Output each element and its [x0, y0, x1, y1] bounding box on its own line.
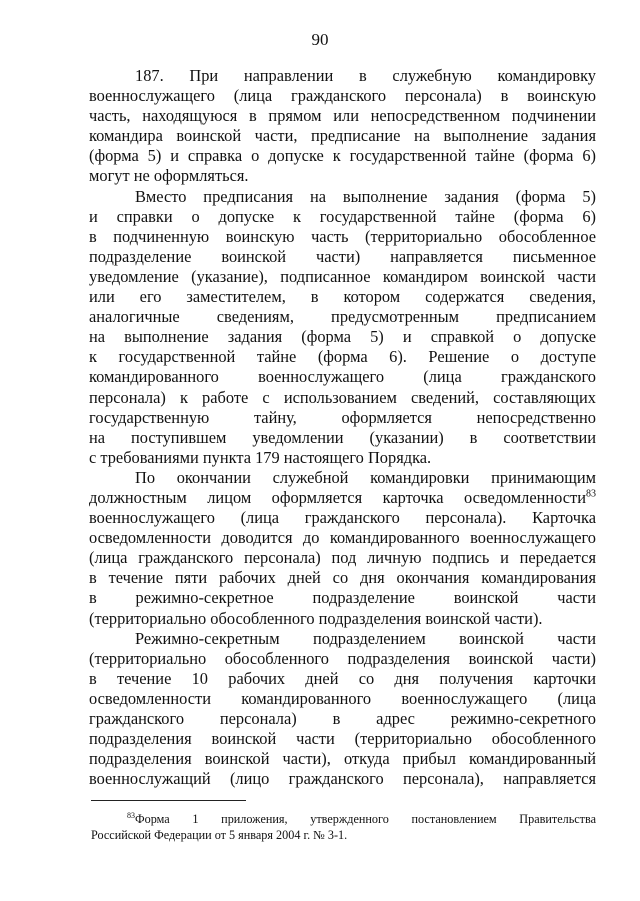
text-line: или его заместителем, в котором содержатся сведения,	[89, 287, 596, 307]
text-line: подразделение воинской части) направляется письменное	[89, 246, 596, 266]
text-line: в подчиненную воинскую часть (территориально обособленное	[89, 226, 596, 246]
paragraph-secret-unit	[89, 629, 596, 790]
text-line: По окончании служебной командировки принимающим	[135, 467, 596, 487]
text-line: на поступившем уведомлении (указании) в соответствии	[89, 427, 596, 447]
footnote-line	[91, 811, 596, 827]
text-line: Вместо предписания на выполнение задания (форма 5)	[135, 186, 596, 206]
text-line: военнослужащий (лицо гражданского персонала), направляется	[89, 769, 596, 789]
footnote	[91, 811, 596, 843]
footnote-marker: 83	[127, 810, 135, 820]
text-fragment: должностным лицом оформляется карточка осведомленности	[89, 487, 586, 507]
text-line: гражданского персонала) в адрес режимно-секретного	[89, 709, 596, 728]
body-text	[89, 66, 596, 789]
text-line: (территориально обособленного подразделения воинской части)	[89, 648, 596, 668]
text-line: подразделения воинской части), откуда прибыл командированный	[89, 749, 596, 769]
text-line: на выполнение задания (форма 5) и справкой о допуске	[89, 327, 596, 347]
text-line: могут не оформляться.	[89, 166, 249, 186]
footnote-text: Форма 1 приложения, утвержденного постановлением Правительства	[135, 812, 596, 826]
text-line: (территориально обособленного подразделения воинской части).	[89, 608, 543, 628]
text-line: персонала) к работе с использованием сведений, составляющих	[89, 387, 596, 407]
paragraph-187	[89, 66, 596, 187]
footnote-line: Российской Федерации от 5 января 2004 г. № 3-1.	[91, 828, 348, 842]
text-line: командира воинской части, предписание на выполнение задания	[89, 126, 596, 146]
footnote-reference[interactable]: 83	[586, 488, 596, 500]
text-line: к государственной тайне (форма 6). Решение о доступе	[89, 347, 596, 367]
text-line: государственную тайну, оформляется непосредственно	[89, 407, 596, 427]
footnote-separator	[91, 800, 246, 801]
text-line: военнослужащего (лица гражданского персонала). Карточка	[89, 508, 596, 528]
text-line: (лица гражданского персонала) под личную подпись и передается	[89, 548, 596, 568]
text-line: военнослужащего (лица гражданского персонала) в воинскую	[89, 86, 596, 106]
text-line: уведомление (указание), подписанное командиром воинской части	[89, 266, 596, 286]
text-line: и справки о допуске к государственной тайне (форма 6)	[89, 206, 596, 226]
text-line: аналогичные сведениям, предусмотренным предписанием	[89, 307, 596, 327]
text-line: 187. При направлении в служебную командировку	[135, 66, 596, 85]
page-number: 90	[311, 30, 329, 49]
text-line: в течение 10 рабочих дней со дня получения карточки	[89, 668, 596, 688]
text-line: командированного военнослужащего (лица гражданского	[89, 367, 596, 387]
text-line: осведомленности доводится до командированного военнослужащего	[89, 528, 596, 548]
text-line: в режимно-секретное подразделение воинской части	[89, 588, 596, 608]
paragraph-instead-of-order	[89, 187, 596, 468]
text-line: с требованиями пункта 179 настоящего Порядка.	[89, 447, 432, 467]
text-line: подразделения воинской части (территориально обособленного	[89, 729, 596, 749]
text-line: (форма 5) и справка о допуске к государственной тайне (форма 6)	[89, 146, 596, 166]
text-line: осведомленности командированного военнослужащего (лица	[89, 688, 596, 708]
text-line: Режимно-секретным подразделением воинской части	[135, 628, 596, 648]
paragraph-end-of-trip	[89, 468, 596, 629]
text-line-with-footnote	[89, 488, 596, 508]
text-line: часть, находящуюся в прямом или непосредственном подчинении	[89, 106, 596, 126]
text-line: в течение пяти рабочих дней со дня окончания командирования	[89, 568, 596, 588]
